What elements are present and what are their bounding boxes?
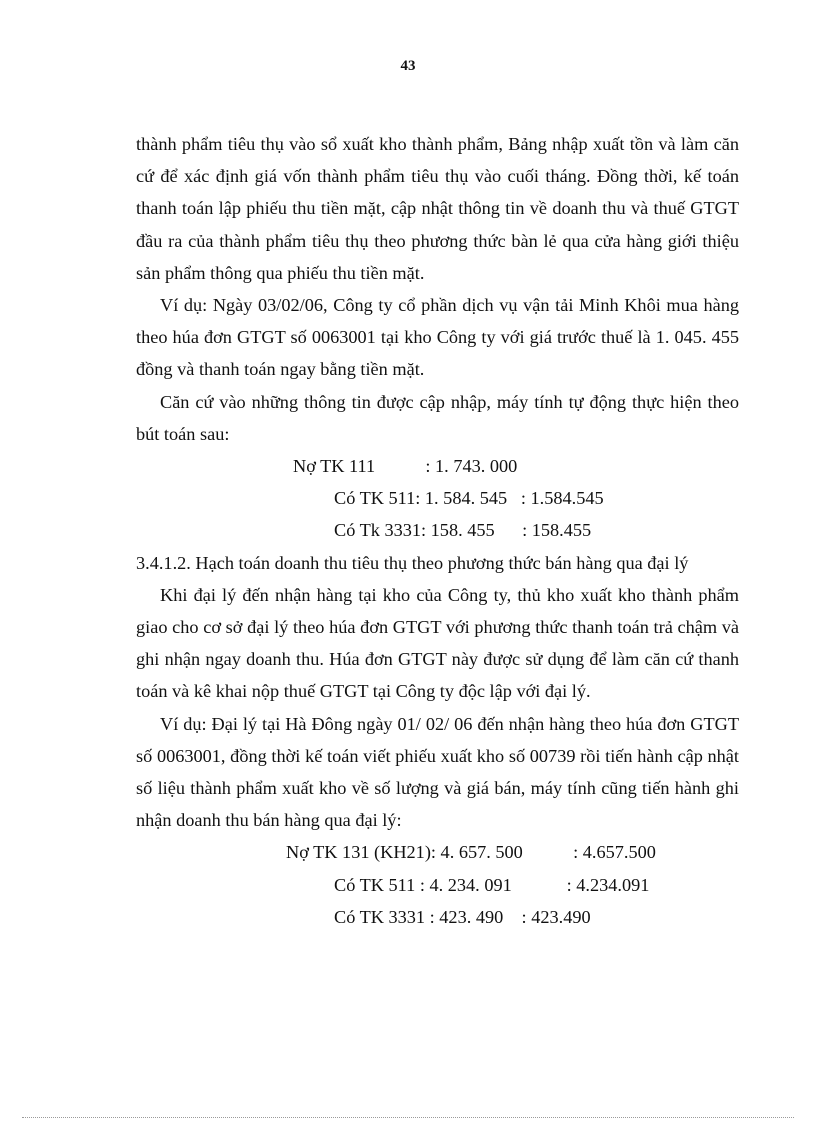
paragraph-example-agent: Ví dụ: Đại lý tại Hà Đông ngày 01/ 02/ 06 đến nhận hàng theo húa đơn GTGT số 0063001, đồng thời kế toán viết phiếu xuất kho số 00739 rồi tiến hành cập nhật số liệu thành phẩm xuất kho về số lượng và giá bán, máy tính cũng tiến hành ghi nhận doanh thu bán hàng qua đại lý: (136, 713, 739, 831)
page-number: 43 (400, 58, 416, 74)
paragraph-journal-intro: Căn cứ vào những thông tin được cập nhập, máy tính tự động thực hiện theo bút toán sau: (136, 391, 739, 444)
page-bottom-divider (22, 1117, 794, 1118)
journal-line-credit: Có TK 511 : 4. 234. 091 : 4.234.091 (334, 874, 650, 895)
journal-entry-block-agent (136, 836, 739, 933)
journal-line-credit: Có TK 511: 1. 584. 545 : 1.584.545 (334, 488, 604, 509)
paragraph-example-retail: Ví dụ: Ngày 03/02/06, Công ty cổ phần dịch vụ vận tải Minh Khôi mua hàng theo húa đơn GTGT số 0063001 tại kho Công ty với giá trước thuế là 1. 045. 455 đồng và thanh toán ngay bằng tiền mặt. (136, 295, 739, 380)
section-heading: 3.4.1.2. Hạch toán doanh thu tiêu thụ theo phương thức bán hàng qua đại lý (136, 552, 689, 573)
journal-line-debit: Nợ TK 111 : 1. 743. 000 (293, 456, 518, 477)
document-body (136, 128, 739, 933)
journal-line-credit: Có TK 3331 : 423. 490 : 423.490 (334, 906, 591, 927)
paragraph-continuation: thành phẩm tiêu thụ vào sổ xuất kho thành phẩm, Bảng nhập xuất tồn và làm căn cứ để xác định giá vốn thành phẩm tiêu thụ vào cuối tháng. Đồng thời, kế toán thanh toán lập phiếu thu tiền mặt, cập nhật thông tin về doanh thu và thuế GTGT đầu ra của thành phẩm tiêu thụ theo phương thức bàn lẻ qua cửa hàng giới thiệu sản phẩm thông qua phiếu thu tiền mặt. (136, 134, 739, 283)
journal-line-debit: Nợ TK 131 (KH21): 4. 657. 500 : 4.657.500 (286, 842, 656, 863)
journal-line-credit: Có Tk 3331: 158. 455 : 158.455 (334, 520, 592, 541)
paragraph-agent-process: Khi đại lý đến nhận hàng tại kho của Công ty, thủ kho xuất kho thành phẩm giao cho cơ sở đại lý theo húa đơn GTGT với phương thức thanh toán trả chậm và ghi nhận ngay doanh thu. Húa đơn GTGT này được sử dụng để làm căn cứ thanh toán và kê khai nộp thuế GTGT tại Công ty độc lập với đại lý. (136, 584, 739, 702)
journal-entry-block-retail (136, 450, 739, 547)
